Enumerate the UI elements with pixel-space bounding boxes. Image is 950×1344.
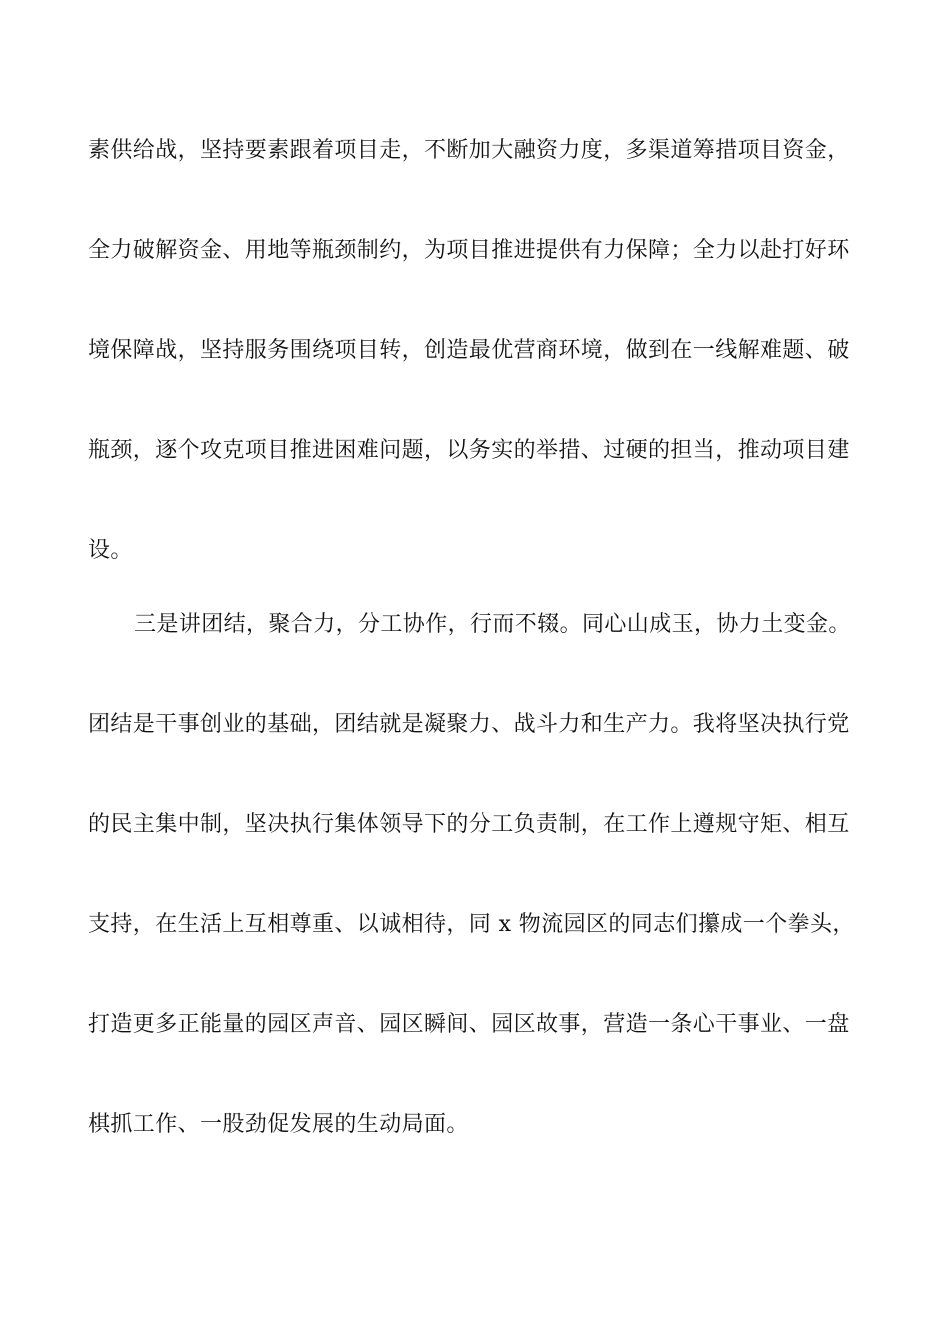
- paragraph-line: 三是讲团结，聚合力，分工协作，行而不辍。同心山成玉，协力土变金。: [134, 612, 851, 637]
- paragraph-line: 支持，在生活上互相尊重、以诚相待，同 x 物流园区的同志们攥成一个拳头，: [88, 912, 855, 937]
- paragraph-line: 境保障战，坚持服务围绕项目转，创造最优营商环境，做到在一线解难题、破: [88, 338, 850, 363]
- paragraph-line: 棋抓工作、一股劲促发展的生动局面。: [88, 1112, 469, 1137]
- paragraph-line: 全力破解资金、用地等瓶颈制约，为项目推进提供有力保障；全力以赴打好环: [88, 238, 850, 263]
- paragraph-line: 素供给战，坚持要素跟着项目走，不断加大融资力度，多渠道筹措项目资金，: [88, 138, 850, 163]
- paragraph-line: 团结是干事创业的基础，团结就是凝聚力、战斗力和生产力。我将坚决执行党: [88, 712, 850, 737]
- paragraph-line: 瓶颈，逐个攻克项目推进困难问题，以务实的举措、过硬的担当，推动项目建: [88, 438, 850, 463]
- paragraph-line: 的民主集中制，坚决执行集体领导下的分工负责制，在工作上遵规守矩、相互: [88, 812, 850, 837]
- paragraph-line: 打造更多正能量的园区声音、园区瞬间、园区故事，营造一条心干事业、一盘: [88, 1012, 850, 1037]
- paragraph-line: 设。: [88, 538, 133, 563]
